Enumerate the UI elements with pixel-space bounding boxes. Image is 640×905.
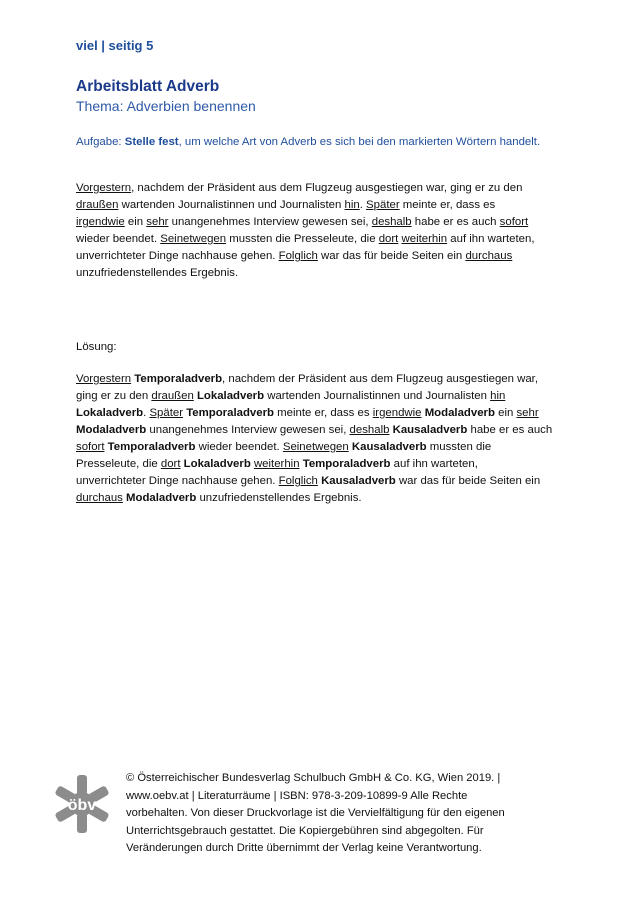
marked-adverb: durchaus bbox=[465, 250, 513, 262]
marked-adverb: dort bbox=[378, 233, 399, 245]
marked-adverb: hin bbox=[344, 199, 360, 211]
marked-adverb: dort bbox=[160, 458, 181, 470]
adverb-type: Lokaladverb bbox=[76, 407, 144, 419]
marked-adverb: Vorgestern bbox=[76, 182, 132, 194]
exercise-line-1 bbox=[76, 180, 576, 197]
copyright-footer bbox=[126, 770, 566, 858]
marked-adverb: weiterhin bbox=[253, 458, 300, 470]
marked-adverb: irgendwie bbox=[76, 216, 125, 228]
text-segment: . bbox=[359, 199, 367, 211]
text-segment: wartenden Journalistinnen und Journalisten bbox=[264, 390, 491, 402]
text-segment: habe er es auch bbox=[411, 216, 500, 228]
marked-adverb: sofort bbox=[499, 216, 529, 228]
page-header: viel | seitig 5 bbox=[76, 38, 154, 53]
text-segment: unverrichteter Dinge nachhause gehen. bbox=[76, 475, 279, 487]
text-segment: wieder beendet. bbox=[76, 233, 161, 245]
solution-line-3 bbox=[76, 405, 576, 422]
adverb-type: Lokaladverb bbox=[196, 390, 265, 402]
text-segment: unangenehmes Interview gewesen sei, bbox=[168, 216, 372, 228]
marked-adverb: Später bbox=[366, 199, 400, 211]
marked-adverb: Später bbox=[149, 407, 184, 419]
text-segment: wieder beendet. bbox=[195, 441, 283, 453]
solution-line-6 bbox=[76, 456, 576, 473]
adverb-type: Modaladverb bbox=[76, 424, 147, 436]
text-segment: war das für beide Seiten ein bbox=[317, 250, 466, 262]
footer-line: Unterrichtsgebrauch gestattet. Die Kopiergebühren sind abgegolten. Für bbox=[126, 824, 484, 837]
text-segment: unangenehmes Interview gewesen sei, bbox=[146, 424, 350, 436]
task-instruction bbox=[76, 136, 596, 148]
text-segment: ein bbox=[494, 407, 517, 419]
text-segment: meinte er, dass es bbox=[399, 199, 496, 211]
marked-adverb: draußen bbox=[76, 199, 119, 211]
marked-adverb: draußen bbox=[151, 390, 194, 402]
marked-adverb: Folglich bbox=[278, 250, 318, 262]
exercise-line-3 bbox=[76, 214, 576, 231]
text-segment: habe er es auch bbox=[467, 424, 553, 436]
text-segment: , nachdem der Präsident aus dem Flugzeug ausgestiegen war, ging er zu den bbox=[131, 182, 523, 194]
adverb-type: Modaladverb bbox=[424, 407, 495, 419]
marked-adverb: Seinetwegen bbox=[282, 441, 349, 453]
solution-line-5 bbox=[76, 439, 576, 456]
adverb-type: Modaladverb bbox=[126, 492, 197, 504]
footer-line: vorbehalten. Von dieser Druckvorlage ist die Vervielfältigung für den eigenen bbox=[126, 807, 505, 819]
adverb-type: Temporaladverb bbox=[134, 373, 223, 385]
marked-adverb: weiterhin bbox=[401, 233, 448, 245]
task-rest: , um welche Art von Adverb es sich bei den markierten Wörtern handelt. bbox=[178, 136, 541, 148]
solution-line-8 bbox=[76, 490, 576, 507]
adverb-type: Temporaladverb bbox=[302, 458, 391, 470]
text-segment: wartenden Journalistinnen und Journalisten bbox=[118, 199, 345, 211]
logo-text: öbv bbox=[67, 797, 97, 814]
exercise-line-6 bbox=[76, 265, 576, 282]
solution-label: Lösung: bbox=[76, 341, 117, 353]
worksheet-title: Arbeitsblatt Adverb bbox=[76, 78, 220, 95]
text-segment: , nachdem der Präsident aus dem Flugzeug ausgestiegen war, bbox=[222, 373, 539, 385]
text-segment: ein bbox=[124, 216, 147, 228]
task-prefix: Aufgabe: bbox=[76, 136, 125, 148]
marked-adverb: Folglich bbox=[278, 475, 318, 487]
exercise-line-5 bbox=[76, 248, 576, 265]
solution-line-7 bbox=[76, 473, 576, 490]
adverb-type: Temporaladverb bbox=[186, 407, 274, 419]
solution-line-1 bbox=[76, 371, 576, 388]
marked-adverb: durchaus bbox=[76, 492, 123, 504]
footer-line: © Österreichischer Bundesverlag Schulbuch GmbH & Co. KG, Wien 2019. | bbox=[126, 772, 501, 784]
text-segment: unzufriedenstellendes Ergebnis. bbox=[196, 492, 362, 504]
adverb-type: Kausaladverb bbox=[392, 424, 468, 436]
text-segment: . bbox=[143, 407, 150, 419]
text-segment: unzufriedenstellendes Ergebnis. bbox=[76, 267, 239, 279]
adverb-type: Temporaladverb bbox=[107, 441, 196, 453]
footer-line: www.oebv.at | Literaturräume | ISBN: 978-3-209-10899-9 Alle Rechte bbox=[126, 789, 468, 802]
solution-line-4 bbox=[76, 422, 576, 439]
worksheet-subtitle: Thema: Adverbien benennen bbox=[76, 98, 256, 114]
text-segment: mussten die bbox=[426, 441, 492, 453]
adverb-type: Lokaladverb bbox=[183, 458, 251, 470]
text-segment: war das für beide Seiten ein bbox=[395, 475, 541, 487]
task-bold: Stelle fest bbox=[124, 136, 179, 148]
marked-adverb: deshalb bbox=[349, 424, 390, 436]
marked-adverb: sehr bbox=[516, 407, 539, 419]
text-segment: unverrichteter Dinge nachhause gehen. bbox=[76, 250, 279, 262]
marked-adverb: sehr bbox=[146, 216, 169, 228]
marked-adverb: deshalb bbox=[371, 216, 412, 228]
oebv-logo-icon bbox=[52, 774, 112, 834]
exercise-text bbox=[76, 180, 576, 282]
footer-line: Veränderungen durch Dritte übernimmt der Verlag keine Verantwortung. bbox=[126, 842, 482, 854]
adverb-type: Kausaladverb bbox=[351, 441, 427, 453]
text-segment: mussten die Presseleute, die bbox=[226, 233, 379, 245]
text-segment: ging er zu den bbox=[76, 390, 152, 402]
text-segment: meinte er, dass es bbox=[273, 407, 373, 419]
text-segment: auf ihn warteten, bbox=[390, 458, 478, 470]
marked-adverb: hin bbox=[490, 390, 506, 402]
marked-adverb: Vorgestern bbox=[76, 373, 132, 385]
exercise-line-2 bbox=[76, 197, 576, 214]
oebv-logo bbox=[52, 774, 112, 834]
exercise-line-4 bbox=[76, 231, 576, 248]
marked-adverb: irgendwie bbox=[372, 407, 422, 419]
marked-adverb: Seinetwegen bbox=[160, 233, 227, 245]
text-segment: auf ihn warteten, bbox=[447, 233, 535, 245]
adverb-type: Kausaladverb bbox=[321, 475, 396, 487]
text-segment: Presseleute, die bbox=[76, 458, 161, 470]
solution-line-2 bbox=[76, 388, 576, 405]
solution-text bbox=[76, 371, 576, 507]
marked-adverb: sofort bbox=[76, 441, 105, 453]
